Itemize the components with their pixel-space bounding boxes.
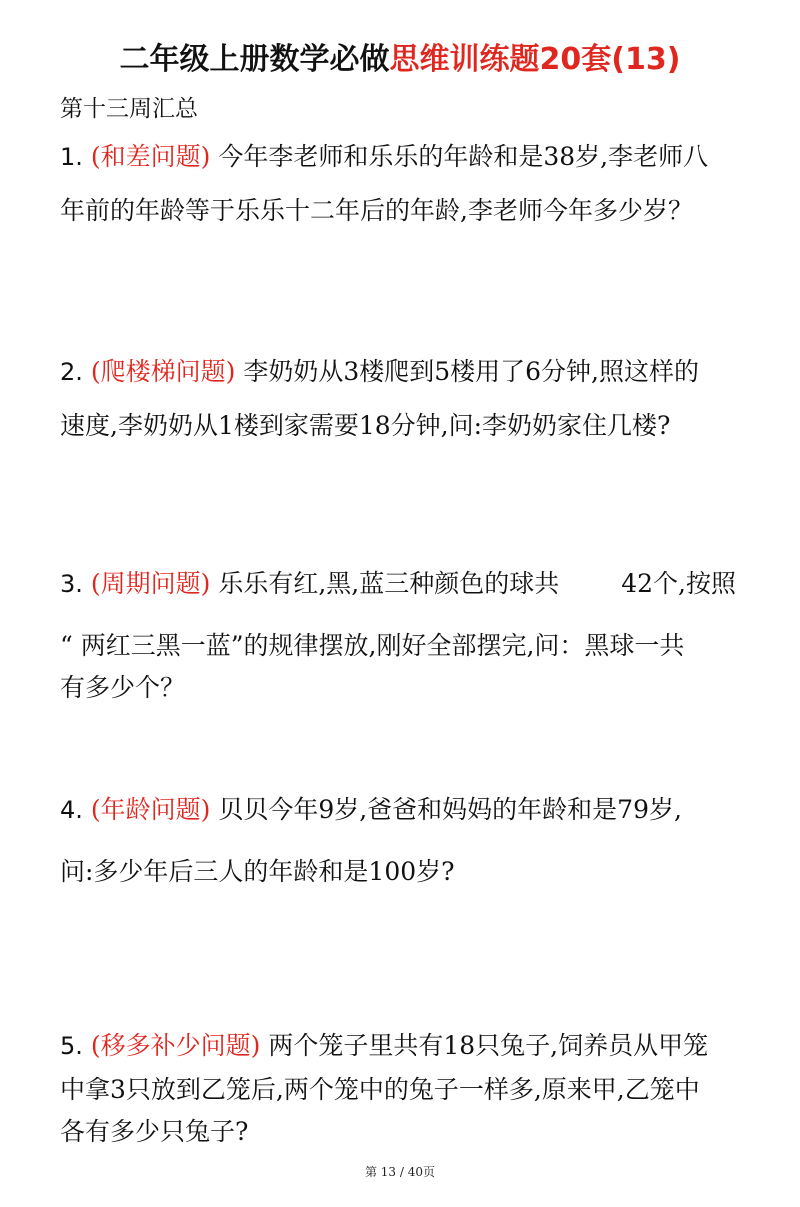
- question-type-tag: (和差问题): [90, 142, 211, 171]
- question-number: 4.: [60, 796, 83, 824]
- question-type-tag: (年龄问题): [90, 795, 211, 824]
- question-4: [60, 789, 790, 893]
- question-text: 年前的年龄等于乐乐十二年后的年龄,李老师今年多少岁？: [60, 196, 693, 225]
- question-text: “ 两红三黑一蓝”的规律摆放,刚好全部摆完,问：黑球一共: [60, 631, 685, 660]
- question-type-tag: (周期问题): [90, 569, 211, 598]
- question-number: 5.: [60, 1032, 83, 1060]
- title-highlight: 思维训练题20套(13): [389, 42, 681, 77]
- question-number: 1.: [60, 143, 83, 171]
- question-type-tag: (爬楼梯问题): [90, 357, 236, 386]
- question-text: 有多少个？: [60, 673, 186, 702]
- question-3: [60, 563, 790, 709]
- question-5: [60, 1025, 790, 1153]
- question-text: 各有多少只兔子?: [60, 1117, 249, 1146]
- question-number: 3.: [60, 570, 83, 598]
- question-text: 42个,按照: [621, 569, 736, 598]
- question-text: 中拿3只放到乙笼后,两个笼中的兔子一样多,原来甲,乙笼中: [60, 1075, 700, 1104]
- question-text: 速度,李奶奶从1楼到家需要18分钟,问:李奶奶家住几楼?: [60, 411, 671, 440]
- question-number: 2.: [60, 358, 83, 386]
- question-2: [60, 351, 790, 447]
- question-1: [60, 136, 790, 232]
- page-title: [0, 40, 800, 80]
- question-text: 贝贝今年9岁,爸爸和妈妈的年龄和是79岁,: [218, 795, 682, 824]
- question-text: 李奶奶从3楼爬到5楼用了6分钟,照这样的: [243, 357, 699, 386]
- page-number: 第 13 / 40页: [364, 1165, 436, 1179]
- question-text: 乐乐有红,黑,蓝三种颜色的球共: [218, 569, 560, 598]
- question-text: 今年李老师和乐乐的年龄和是38岁,李老师八: [218, 142, 709, 171]
- week-summary-heading: 第十三周汇总: [60, 96, 198, 122]
- question-text: 问:多少年后三人的年龄和是100岁?: [60, 857, 455, 886]
- title-main: 二年级上册数学必做: [119, 42, 390, 77]
- question-type-tag: (移多补少问题): [90, 1031, 261, 1060]
- question-text: 两个笼子里共有18只兔子,饲养员从甲笼: [268, 1031, 709, 1060]
